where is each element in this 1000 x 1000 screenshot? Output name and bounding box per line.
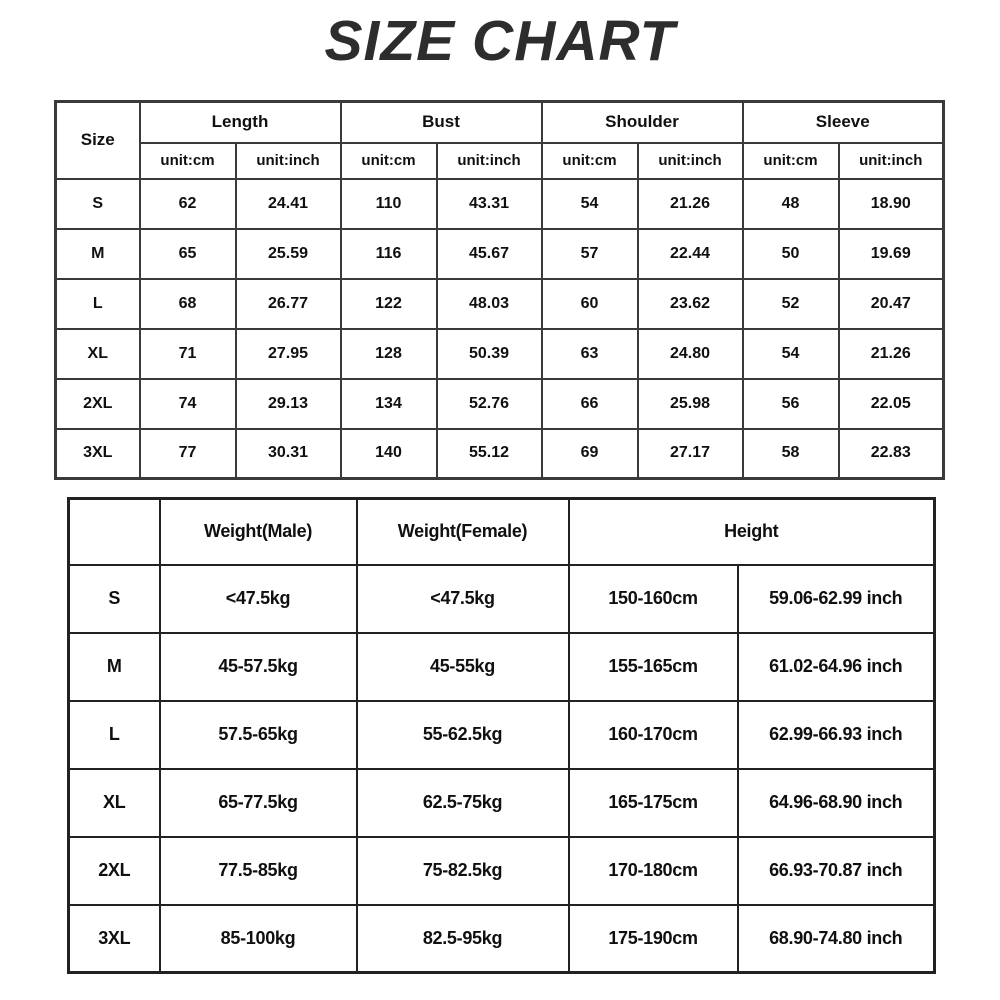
weight-male-cell: 45-57.5kg [160,633,357,701]
size-label: 2XL [69,837,160,905]
measurement-table-body [56,179,944,479]
value-cell: 65 [140,229,236,279]
value-cell: 21.26 [839,329,944,379]
unit-header-cm: unit:cm [743,143,839,179]
size-label: 2XL [56,379,140,429]
column-header-height: Height [569,499,935,565]
size-label: S [69,565,160,633]
size-label: M [69,633,160,701]
group-header-row [56,102,944,143]
size-row [56,279,944,329]
size-label: L [69,701,160,769]
value-cell: 60 [542,279,638,329]
value-cell: 128 [341,329,437,379]
value-cell: 58 [743,429,839,479]
height-inch-cell: 62.99-66.93 inch [738,701,935,769]
corner-cell-empty [69,499,160,565]
value-cell: 66 [542,379,638,429]
value-cell: 74 [140,379,236,429]
value-cell: 21.26 [638,179,743,229]
value-cell: 68 [140,279,236,329]
height-inch-cell: 61.02-64.96 inch [738,633,935,701]
value-cell: 62 [140,179,236,229]
size-label: S [56,179,140,229]
weight-male-cell: 77.5-85kg [160,837,357,905]
value-cell: 20.47 [839,279,944,329]
value-cell: 140 [341,429,437,479]
column-group-bust: Bust [341,102,542,143]
size-row [69,565,935,633]
weight-male-cell: 85-100kg [160,905,357,973]
value-cell: 57 [542,229,638,279]
size-row [56,229,944,279]
value-cell: 134 [341,379,437,429]
size-column-header: Size [56,102,140,179]
height-cm-cell: 175-190cm [569,905,738,973]
value-cell: 122 [341,279,437,329]
unit-header-inch: unit:inch [638,143,743,179]
height-inch-cell: 68.90-74.80 inch [738,905,935,973]
column-group-sleeve: Sleeve [743,102,944,143]
weight-height-table-head [69,499,935,565]
size-label: M [56,229,140,279]
value-cell: 55.12 [437,429,542,479]
size-row [69,769,935,837]
weight-male-cell: 57.5-65kg [160,701,357,769]
weight-height-table-body [69,565,935,973]
value-cell: 116 [341,229,437,279]
value-cell: 22.05 [839,379,944,429]
size-label: L [56,279,140,329]
weight-female-cell: 45-55kg [357,633,569,701]
value-cell: 50.39 [437,329,542,379]
size-row [56,179,944,229]
value-cell: 52 [743,279,839,329]
value-cell: 30.31 [236,429,341,479]
size-label: XL [56,329,140,379]
unit-header-cm: unit:cm [542,143,638,179]
value-cell: 54 [743,329,839,379]
value-cell: 52.76 [437,379,542,429]
size-row [69,837,935,905]
size-row [56,429,944,479]
value-cell: 48 [743,179,839,229]
value-cell: 25.98 [638,379,743,429]
value-cell: 29.13 [236,379,341,429]
measurement-table [54,100,945,480]
weight-height-table [67,497,936,974]
unit-header-inch: unit:inch [839,143,944,179]
weight-female-cell: 62.5-75kg [357,769,569,837]
value-cell: 110 [341,179,437,229]
value-cell: 54 [542,179,638,229]
column-group-length: Length [140,102,341,143]
size-label: 3XL [56,429,140,479]
size-row [69,905,935,973]
value-cell: 23.62 [638,279,743,329]
unit-header-cm: unit:cm [140,143,236,179]
weight-female-cell: <47.5kg [357,565,569,633]
height-inch-cell: 64.96-68.90 inch [738,769,935,837]
height-cm-cell: 170-180cm [569,837,738,905]
value-cell: 45.67 [437,229,542,279]
height-cm-cell: 165-175cm [569,769,738,837]
value-cell: 71 [140,329,236,379]
value-cell: 43.31 [437,179,542,229]
size-label: 3XL [69,905,160,973]
header-row [69,499,935,565]
unit-header-inch: unit:inch [437,143,542,179]
value-cell: 25.59 [236,229,341,279]
value-cell: 18.90 [839,179,944,229]
value-cell: 77 [140,429,236,479]
height-cm-cell: 150-160cm [569,565,738,633]
value-cell: 27.95 [236,329,341,379]
column-header-weight-male: Weight(Male) [160,499,357,565]
measurement-table-head [56,102,944,179]
value-cell: 24.41 [236,179,341,229]
value-cell: 56 [743,379,839,429]
unit-header-cm: unit:cm [341,143,437,179]
size-row [56,379,944,429]
value-cell: 63 [542,329,638,379]
value-cell: 27.17 [638,429,743,479]
value-cell: 50 [743,229,839,279]
value-cell: 48.03 [437,279,542,329]
size-row [56,329,944,379]
size-row [69,633,935,701]
size-row [69,701,935,769]
column-header-weight-female: Weight(Female) [357,499,569,565]
value-cell: 19.69 [839,229,944,279]
height-cm-cell: 160-170cm [569,701,738,769]
unit-header-row [56,143,944,179]
weight-male-cell: <47.5kg [160,565,357,633]
value-cell: 26.77 [236,279,341,329]
value-cell: 24.80 [638,329,743,379]
height-inch-cell: 66.93-70.87 inch [738,837,935,905]
page-title: SIZE CHART [324,9,676,73]
value-cell: 69 [542,429,638,479]
size-label: XL [69,769,160,837]
height-inch-cell: 59.06-62.99 inch [738,565,935,633]
weight-female-cell: 75-82.5kg [357,837,569,905]
weight-female-cell: 55-62.5kg [357,701,569,769]
value-cell: 22.83 [839,429,944,479]
column-group-shoulder: Shoulder [542,102,743,143]
value-cell: 22.44 [638,229,743,279]
weight-female-cell: 82.5-95kg [357,905,569,973]
weight-male-cell: 65-77.5kg [160,769,357,837]
unit-header-inch: unit:inch [236,143,341,179]
height-cm-cell: 155-165cm [569,633,738,701]
